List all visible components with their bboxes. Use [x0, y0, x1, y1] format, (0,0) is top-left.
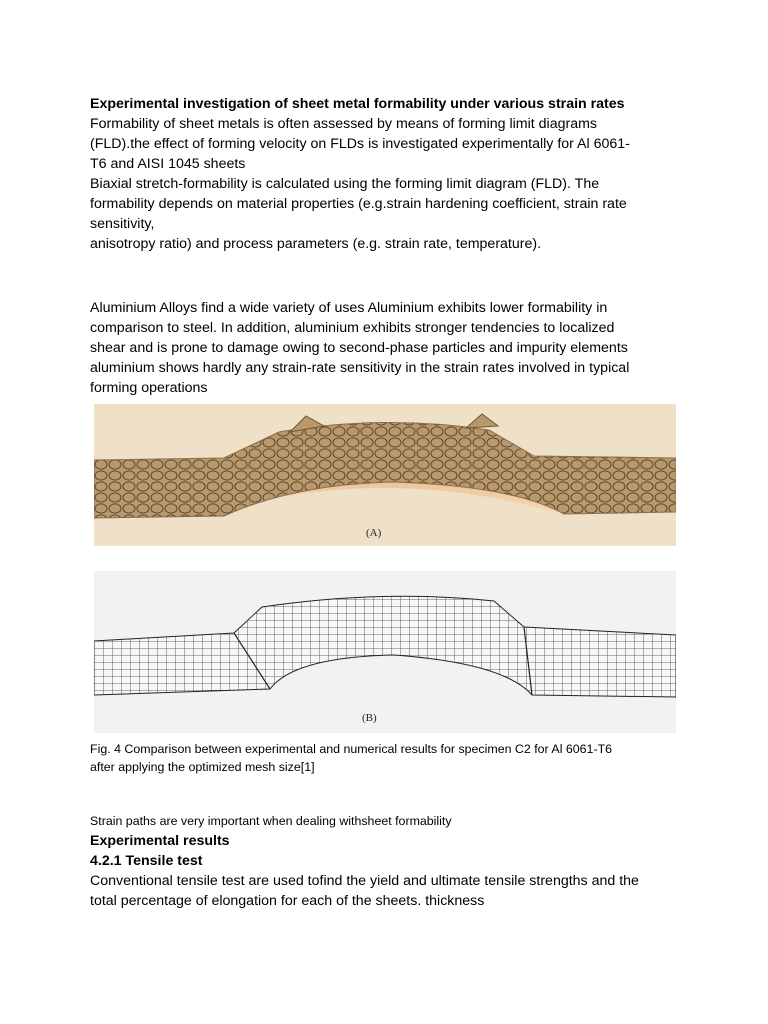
- figure-caption: [90, 740, 612, 776]
- alloys-paragraph: [90, 298, 629, 398]
- strain-note: Strain paths are very important when dealing withsheet formability: [90, 814, 452, 828]
- intro-line: formability depends on material properties (e.g.strain hardening coefficient, strain rate: [90, 196, 627, 212]
- figure-label-b: (B): [362, 712, 377, 724]
- intro-line: sensitivity,: [90, 216, 155, 232]
- caption-line: after applying the optimized mesh size[1]: [90, 760, 315, 774]
- alloys-line: comparison to steel. In addition, aluminium exhibits stronger tendencies to localized: [90, 320, 615, 336]
- section-heading: Experimental results: [90, 833, 230, 849]
- intro-line: Formability of sheet metals is often assessed by means of forming limit diagrams: [90, 116, 598, 132]
- tensile-line: Conventional tensile test are used tofind the yield and ultimate tensile strengths and the: [90, 873, 639, 889]
- figure-label-a: (A): [366, 527, 382, 539]
- formed-specimen-photo: [94, 404, 676, 546]
- tensile-paragraph: [90, 871, 639, 911]
- tensile-line: total percentage of elongation for each of the sheets. thickness: [90, 893, 485, 909]
- alloys-line: forming operations: [90, 380, 208, 396]
- alloys-line: Aluminium Alloys find a wide variety of uses Aluminium exhibits lower formability in: [90, 300, 608, 316]
- intro-line: T6 and AISI 1045 sheets: [90, 156, 246, 172]
- subsection-heading: 4.2.1 Tensile test: [90, 853, 203, 869]
- caption-line: Fig. 4 Comparison between experimental and numerical results for specimen C2 for Al 6061-T6: [90, 742, 613, 756]
- alloys-line: aluminium shows hardly any strain-rate sensitivity in the strain rates involved in typical: [90, 360, 630, 376]
- intro-line: (FLD).the effect of forming velocity on FLDs is investigated experimentally for Al 6061-: [90, 136, 630, 152]
- intro-line: anisotropy ratio) and process parameters (e.g. strain rate, temperature).: [90, 236, 542, 252]
- intro-paragraph: [90, 114, 630, 254]
- intro-line: Biaxial stretch-formability is calculated using the forming limit diagram (FLD). The: [90, 176, 600, 192]
- figure-mesh-simulation: [94, 571, 676, 733]
- figure-photo-specimen: [94, 404, 676, 546]
- alloys-line: shear and is prone to damage owing to second-phase particles and impurity elements: [90, 340, 628, 356]
- simulation-mesh-image: [94, 571, 676, 733]
- document-title: Experimental investigation of sheet metal formability under various strain rates: [90, 96, 625, 112]
